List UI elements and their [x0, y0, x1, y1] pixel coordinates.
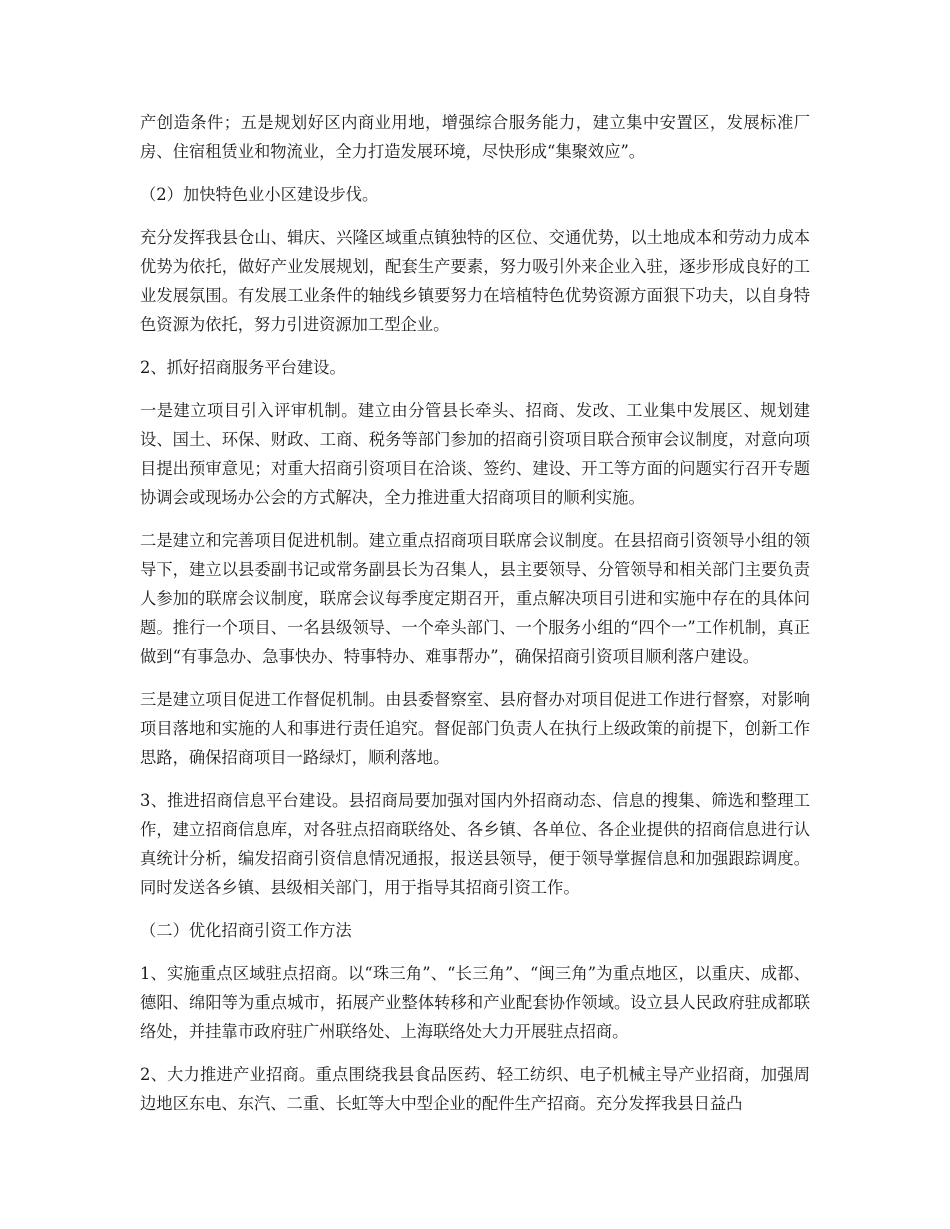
paragraph-regional-advantage: 充分发挥我县仓山、辑庆、兴隆区域重点镇独特的区位、交通优势，以土地成本和劳动力成本优势为依托，做好产业发展规划，配套生产要素，努力吸引外来企业入驻，逐步形成良好的工业发展氛围。有发展工业条件的轴线乡镇要努力在培植特色优势资源方面狠下功夫，以自身特色资源为依托，努力引进资源加工型企业。 [140, 228, 810, 334]
paragraph-review-mechanism: 一是建立项目引入评审机制。建立由分管县长牵头、招商、发改、工业集中发展区、规划建设、国土、环保、财政、工商、税务等部门参加的招商引资项目联合预审会议制度，对意向项目提出预审意见；对重大招商引资项目在洽谈、签约、建设、开工等方面的问题实行召开专题协调会或现场办公会的方式解决，全力推进重大招商项目的顺利实施。 [140, 401, 810, 507]
document-page [140, 108, 810, 1118]
paragraph-supervision-mechanism: 三是建立项目促进工作督促机制。由县委督察室、县府督办对项目促进工作进行督察，对影响项目落地和实施的人和事进行责任追究。督促部门负责人在执行上级政策的前提下，创新工作思路，确保招商项目一路绿灯，顺利落地。 [140, 690, 810, 767]
subheading-special-industry-zone: （2）加快特色业小区建设步伐。 [140, 185, 379, 204]
paragraph-continuation: 产创造条件；五是规划好区内商业用地，增强综合服务能力，建立集中安置区，发展标准厂房、住宿租赁业和物流业，全力打造发展环境，尽快形成“集聚效应”。 [140, 113, 810, 161]
paragraph-promotion-mechanism: 二是建立和完善项目促进机制。建立重点招商项目联席会议制度。在县招商引资领导小组的领导下，建立以县委副书记或常务副县长为召集人，县主要领导、分管领导和相关部门主要负责人参加的联席会议制度，联席会议每季度定期召开，重点解决项目引进和实施中存在的具体问题。推行一个项目、一名县级领导、一个牵头部门、一个服务小组的“四个一”工作机制，真正做到“有事急办、急事快办、特事特办、难事帮办”，确保招商引资项目顺利落户建设。 [140, 531, 810, 666]
subheading-service-platform: 2、抓好招商服务平台建设。 [140, 358, 346, 377]
paragraph-regional-stationed: 1、实施重点区域驻点招商。以“珠三角”、“长三角”、“闽三角”为重点地区，以重庆、成都、德阳、绵阳等为重点城市，拓展产业整体转移和产业配套协作领域。设立县人民政府驻成都联络处，并挂靠市政府驻广州联络处、上海联络处大力开展驻点招商。 [140, 964, 810, 1041]
section-heading-optimize-methods: （二）优化招商引资工作方法 [140, 921, 352, 940]
paragraph-industry-investment: 2、大力推进产业招商。重点围绕我县食品医药、轻工纺织、电子机械主导产业招商，加强周边地区东电、东汽、二重、长虹等大中型企业的配件生产招商。充分发挥我县日益凸 [140, 1065, 810, 1113]
paragraph-info-platform: 3、推进招商信息平台建设。县招商局要加强对国内外招商动态、信息的搜集、筛选和整理工作，建立招商信息库，对各驻点招商联络处、各乡镇、各单位、各企业提供的招商信息进行认真统计分析，编发招商引资信息情况通报，报送县领导，便于领导掌握信息和加强跟踪调度。同时发送各乡镇、县级相关部门，用于指导其招商引资工作。 [140, 791, 810, 897]
